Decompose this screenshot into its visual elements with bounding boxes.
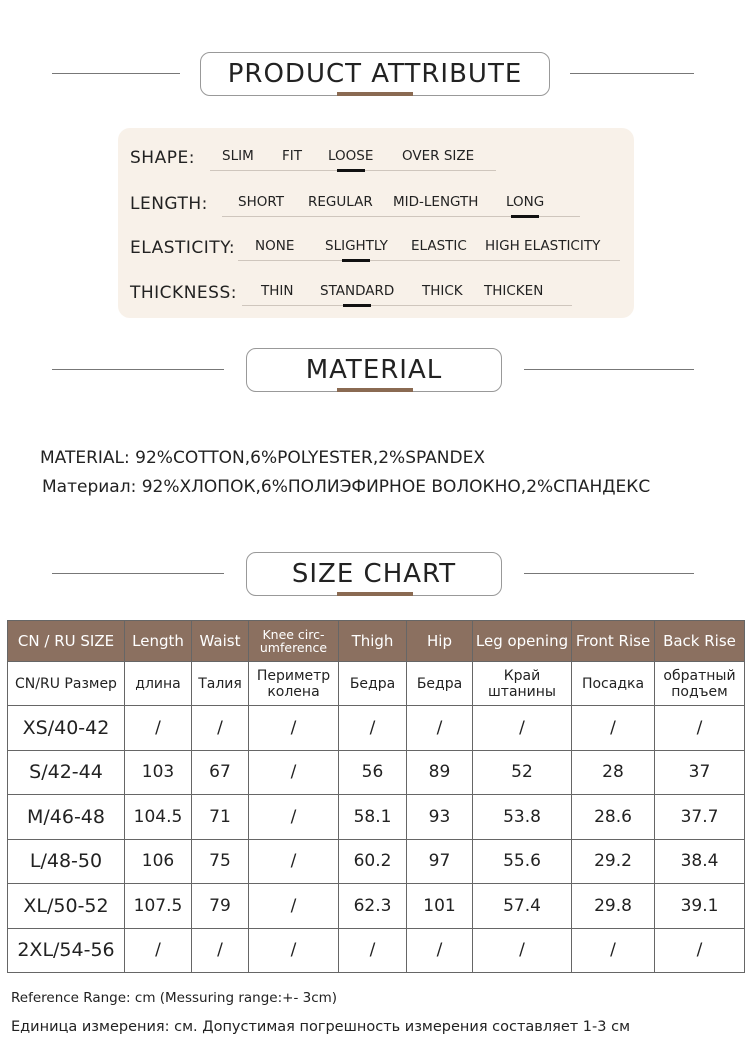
header-cell: Front Rise xyxy=(572,621,655,662)
table-cell: 56 xyxy=(339,750,407,795)
table-subheader-row xyxy=(8,662,745,706)
heading-text: PRODUCT ATTRIBUTE xyxy=(227,59,523,89)
table-cell: / xyxy=(473,706,572,751)
table-cell: / xyxy=(125,706,192,751)
attribute-option: THICKEN xyxy=(484,283,544,299)
attribute-label: THICKNESS: xyxy=(130,283,237,303)
table-cell: 57.4 xyxy=(473,884,572,929)
size-cell: M/46-48 xyxy=(8,795,125,840)
material-text-ru: Материал: 92%ХЛОПОК,6%ПОЛИЭФИРНОЕ ВОЛОКНО,2%СПАНДЕКС xyxy=(42,477,651,497)
table-cell: 106 xyxy=(125,839,192,884)
selected-marker xyxy=(337,169,365,172)
header-cell: Leg opening xyxy=(473,621,572,662)
table-cell: 89 xyxy=(407,750,473,795)
attribute-option-selected: LONG xyxy=(506,194,544,210)
attribute-option-selected: LOOSE xyxy=(328,148,373,164)
attribute-row-elasticity xyxy=(130,226,630,262)
attribute-row-length xyxy=(130,182,630,218)
divider-left xyxy=(52,73,180,74)
table-row xyxy=(8,884,745,929)
selected-marker xyxy=(511,215,539,218)
table-cell: / xyxy=(192,928,249,973)
attribute-option-selected: STANDARD xyxy=(320,283,394,299)
size-chart-table xyxy=(7,620,745,973)
attribute-option: ELASTIC xyxy=(411,238,467,254)
table-cell: / xyxy=(249,928,339,973)
attribute-label: ELASTICITY: xyxy=(130,238,236,258)
table-cell: 104.5 xyxy=(125,795,192,840)
heading-text: MATERIAL xyxy=(305,355,443,385)
table-row xyxy=(8,928,745,973)
header-cell: Waist xyxy=(192,621,249,662)
footer-note-en: Reference Range: cm (Messuring range:+- 3cm) xyxy=(11,990,338,1006)
size-cell: S/42-44 xyxy=(8,750,125,795)
attribute-option: THIN xyxy=(261,283,294,299)
table-cell: / xyxy=(572,928,655,973)
subheader-cell: Бедра xyxy=(339,662,407,706)
divider-left xyxy=(52,369,224,370)
attribute-baseline xyxy=(242,305,572,306)
header-cell: Back Rise xyxy=(655,621,745,662)
heading-accent-bar xyxy=(337,388,413,392)
table-cell: 53.8 xyxy=(473,795,572,840)
size-cell: XL/50-52 xyxy=(8,884,125,929)
table-cell: 37.7 xyxy=(655,795,745,840)
attribute-baseline xyxy=(238,260,620,261)
table-row xyxy=(8,750,745,795)
attribute-option: SHORT xyxy=(238,194,284,210)
table-cell: / xyxy=(655,706,745,751)
table-row xyxy=(8,795,745,840)
subheader-cell: обратный подъем xyxy=(655,662,745,706)
table-cell: / xyxy=(572,706,655,751)
selected-marker xyxy=(342,259,370,262)
attribute-option: REGULAR xyxy=(308,194,373,210)
attribute-label: SHAPE: xyxy=(130,148,195,168)
table-cell: 52 xyxy=(473,750,572,795)
selected-marker xyxy=(343,304,371,307)
table-cell: 97 xyxy=(407,839,473,884)
subheader-cell: Бедра xyxy=(407,662,473,706)
table-cell: / xyxy=(125,928,192,973)
table-cell: 29.8 xyxy=(572,884,655,929)
table-cell: / xyxy=(339,706,407,751)
divider-right xyxy=(524,369,694,370)
table-cell: 38.4 xyxy=(655,839,745,884)
table-cell: 103 xyxy=(125,750,192,795)
header-cell: CN / RU SIZE xyxy=(8,621,125,662)
table-cell: 62.3 xyxy=(339,884,407,929)
heading-pill xyxy=(246,552,502,596)
attribute-label: LENGTH: xyxy=(130,194,208,214)
table-cell: / xyxy=(249,750,339,795)
size-chart-heading xyxy=(0,544,750,604)
subheader-cell: CN/RU Размер xyxy=(8,662,125,706)
table-cell: 28 xyxy=(572,750,655,795)
table-cell: 39.1 xyxy=(655,884,745,929)
heading-accent-bar xyxy=(337,592,413,596)
table-cell: 93 xyxy=(407,795,473,840)
divider-right xyxy=(570,73,694,74)
table-cell: / xyxy=(655,928,745,973)
table-cell: 29.2 xyxy=(572,839,655,884)
heading-text: SIZE CHART xyxy=(291,559,457,589)
table-cell: 67 xyxy=(192,750,249,795)
divider-left xyxy=(52,573,224,574)
subheader-cell: длина xyxy=(125,662,192,706)
attribute-option: MID-LENGTH xyxy=(393,194,479,210)
attribute-option: THICK xyxy=(422,283,463,299)
table-cell: 28.6 xyxy=(572,795,655,840)
table-cell: / xyxy=(407,928,473,973)
table-cell: / xyxy=(249,839,339,884)
table-cell: 75 xyxy=(192,839,249,884)
attribute-option: HIGH ELASTICITY xyxy=(485,238,601,254)
table-cell: / xyxy=(473,928,572,973)
table-cell: / xyxy=(249,795,339,840)
table-cell: / xyxy=(407,706,473,751)
table-header-row xyxy=(8,621,745,662)
attribute-row-shape xyxy=(130,136,630,172)
header-cell: Length xyxy=(125,621,192,662)
size-cell: XS/40-42 xyxy=(8,706,125,751)
subheader-cell: Периметр колена xyxy=(249,662,339,706)
header-cell: Thigh xyxy=(339,621,407,662)
attribute-option-selected: SLIGHTLY xyxy=(325,238,388,254)
table-cell: / xyxy=(339,928,407,973)
table-cell: 101 xyxy=(407,884,473,929)
divider-right xyxy=(524,573,694,574)
attribute-option: FIT xyxy=(282,148,302,164)
attribute-row-thickness xyxy=(130,271,630,307)
heading-accent-bar xyxy=(337,92,413,96)
subheader-cell: Посадка xyxy=(572,662,655,706)
attribute-option: SLIM xyxy=(222,148,254,164)
table-cell: / xyxy=(192,706,249,751)
attribute-option: NONE xyxy=(255,238,295,254)
table-cell: 107.5 xyxy=(125,884,192,929)
table-row xyxy=(8,839,745,884)
product-attribute-heading xyxy=(0,44,750,104)
heading-pill xyxy=(200,52,550,96)
table-cell: 58.1 xyxy=(339,795,407,840)
table-cell: / xyxy=(249,706,339,751)
header-cell: Hip xyxy=(407,621,473,662)
table-cell: 79 xyxy=(192,884,249,929)
table-cell: 60.2 xyxy=(339,839,407,884)
subheader-cell: Край штанины xyxy=(473,662,572,706)
table-row xyxy=(8,706,745,751)
table-cell: 71 xyxy=(192,795,249,840)
table-cell: 37 xyxy=(655,750,745,795)
table-cell: 55.6 xyxy=(473,839,572,884)
size-cell: L/48-50 xyxy=(8,839,125,884)
size-cell: 2XL/54-56 xyxy=(8,928,125,973)
table-cell: / xyxy=(249,884,339,929)
footer-note-ru: Единица измерения: см. Допустимая погрешность измерения составляет 1-3 см xyxy=(11,1019,631,1035)
attribute-panel xyxy=(118,128,634,318)
material-text-en: MATERIAL: 92%COTTON,6%POLYESTER,2%SPANDEX xyxy=(40,448,485,468)
subheader-cell: Талия xyxy=(192,662,249,706)
attribute-option: OVER SIZE xyxy=(402,148,475,164)
header-cell: Knee circ-umference xyxy=(249,621,339,662)
material-heading xyxy=(0,340,750,400)
heading-pill xyxy=(246,348,502,392)
